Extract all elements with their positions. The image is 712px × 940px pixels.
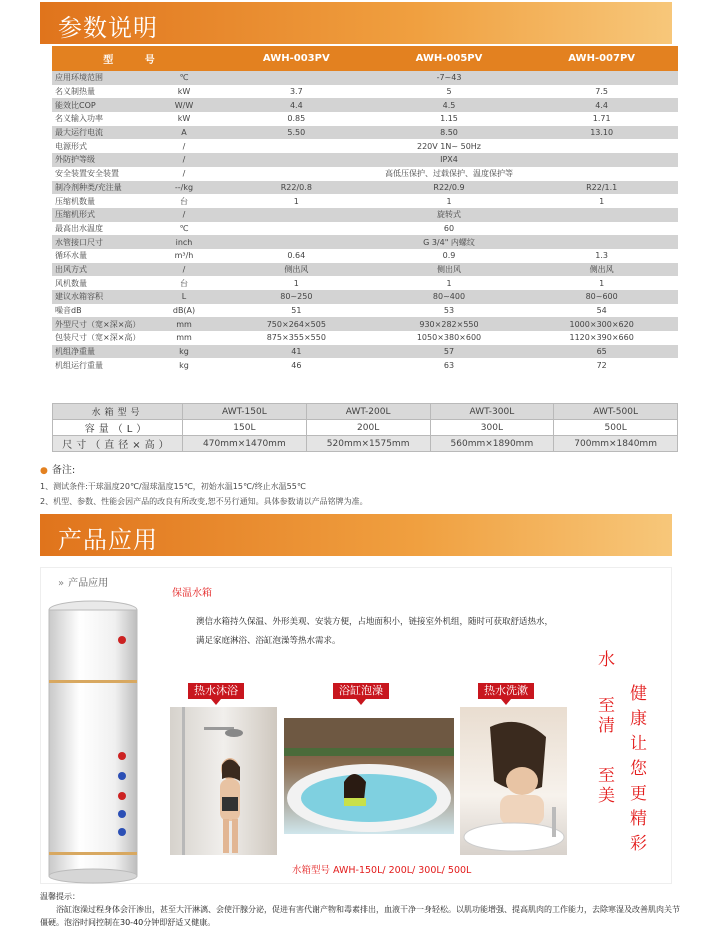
- spec-unit: kg: [148, 358, 220, 372]
- spec-header-col: AWH-005PV: [373, 46, 526, 71]
- spec-unit: inch: [148, 235, 220, 249]
- tank-value: AWT-200L: [306, 404, 430, 420]
- slogan-char: 至美: [598, 766, 615, 806]
- spec-label: 循环水量: [52, 249, 148, 263]
- spec-value: 80~400: [373, 290, 526, 304]
- spec-value: 46: [220, 358, 373, 372]
- spec-label: 建议水箱容积: [52, 290, 148, 304]
- spec-value: 1.71: [525, 112, 678, 126]
- shower-photo: [170, 707, 277, 855]
- spec-row: [52, 167, 678, 181]
- notes: [40, 463, 368, 509]
- spec-value: G 3/4" 内螺纹: [220, 235, 678, 249]
- tank-label: 容量（L）: [53, 420, 183, 436]
- tank-value: 500L: [554, 420, 678, 436]
- spec-unit: ℃: [148, 71, 220, 85]
- double-chevron-icon: »: [58, 578, 65, 589]
- desc-line: 满足家庭淋浴、浴缸泡澡等热水需求。: [196, 636, 341, 646]
- tank-label: 水箱型号: [53, 404, 183, 420]
- note-line: 1、测试条件:干球温度20℃/湿球温度15℃，初始水温15℃/终止水温55℃: [40, 482, 306, 491]
- spec-row: [52, 331, 678, 345]
- spec-label: 机组净重量: [52, 345, 148, 359]
- spec-unit: mm: [148, 331, 220, 345]
- spec-unit: /: [148, 208, 220, 222]
- spec-label: 水管接口尺寸: [52, 235, 148, 249]
- tank-value: AWT-150L: [183, 404, 307, 420]
- spec-row: [52, 276, 678, 290]
- spec-label: 电源形式: [52, 139, 148, 153]
- params-banner: [40, 2, 672, 44]
- tank-value: AWT-300L: [430, 404, 554, 420]
- spec-unit: kW: [148, 112, 220, 126]
- spec-row: [52, 85, 678, 99]
- spec-value: 41: [220, 345, 373, 359]
- spec-unit: A: [148, 126, 220, 140]
- tank-value: AWT-500L: [554, 404, 678, 420]
- tank-value: 700mm×1840mm: [554, 436, 678, 452]
- spec-value: 80~600: [525, 290, 678, 304]
- spec-header-row: [52, 46, 678, 71]
- spec-unit: kg: [148, 345, 220, 359]
- spec-row: [52, 263, 678, 277]
- tank-value: 150L: [183, 420, 307, 436]
- spec-value: 高低压保护、过载保护、温度保护等: [220, 167, 678, 181]
- spec-row: [52, 317, 678, 331]
- spec-value: 930×282×550: [373, 317, 526, 331]
- wash-photo: [460, 707, 567, 855]
- spec-row: [52, 181, 678, 195]
- desc-line: 澳信水箱持久保温、外形美观、安装方便，占地面积小，链接室外机组，随时可获取舒适热水，: [196, 617, 554, 627]
- spec-value: R22/0.8: [220, 181, 373, 195]
- spec-value: 5: [373, 85, 526, 99]
- spec-value: 7.5: [525, 85, 678, 99]
- slogan-char: 健: [630, 684, 647, 704]
- spec-label: 出风方式: [52, 263, 148, 277]
- tank-row: [53, 420, 678, 436]
- spec-label: 名义制热量: [52, 85, 148, 99]
- spec-row: [52, 126, 678, 140]
- spec-value: 220V 1N~ 50Hz: [220, 139, 678, 153]
- slogan-char: 您: [630, 759, 647, 779]
- spec-row: [52, 222, 678, 236]
- panel-title-text: 产品应用: [68, 578, 109, 589]
- spec-header-model: 型 号: [52, 46, 220, 71]
- spec-value: 72: [525, 358, 678, 372]
- water-tank-image: [44, 600, 142, 884]
- spec-value: 1050×380×600: [373, 331, 526, 345]
- spec-value: 4.5: [373, 98, 526, 112]
- slogan-char: 至清: [598, 696, 615, 736]
- spec-label: 最高出水温度: [52, 222, 148, 236]
- spec-value: 4.4: [525, 98, 678, 112]
- spec-row: [52, 249, 678, 263]
- tank-label: 尺寸（直径×高）: [53, 436, 183, 452]
- spec-label: 压缩机数量: [52, 194, 148, 208]
- tank-value: 200L: [306, 420, 430, 436]
- spec-value: 侧出风: [525, 263, 678, 277]
- spec-value: IPX4: [220, 153, 678, 167]
- spec-value: 0.85: [220, 112, 373, 126]
- slogan-char: 让: [630, 734, 647, 754]
- spec-value: 0.9: [373, 249, 526, 263]
- spec-row: [52, 98, 678, 112]
- tag-shower: 热水沐浴: [188, 683, 244, 699]
- spec-value: -7~43: [220, 71, 678, 85]
- spec-row: [52, 345, 678, 359]
- spec-unit: --/kg: [148, 181, 220, 195]
- tank-row: [53, 436, 678, 452]
- spec-row: [52, 358, 678, 372]
- tank-value: 300L: [430, 420, 554, 436]
- spec-value: 60: [220, 222, 678, 236]
- spec-header-col: AWH-003PV: [220, 46, 373, 71]
- spec-row: [52, 112, 678, 126]
- spec-label: 最大运行电流: [52, 126, 148, 140]
- spec-unit: m³/h: [148, 249, 220, 263]
- spec-unit: W/W: [148, 98, 220, 112]
- spec-value: 13.10: [525, 126, 678, 140]
- tank-value: 560mm×1890mm: [430, 436, 554, 452]
- tank-value: 470mm×1470mm: [183, 436, 307, 452]
- spec-value: 1.15: [373, 112, 526, 126]
- spec-row: [52, 153, 678, 167]
- product-description: [196, 613, 616, 651]
- spec-label: 制冷剂种类/充注量: [52, 181, 148, 195]
- spec-value: 侧出风: [373, 263, 526, 277]
- spec-unit: 台: [148, 194, 220, 208]
- spec-label: 名义输入功率: [52, 112, 148, 126]
- note-line: 2、机型、参数、性能会因产品的改良有所改变,恕不另行通知。具体参数请以产品铭牌为准。: [40, 497, 368, 506]
- spec-value: 1: [373, 194, 526, 208]
- slogan-char: 康: [630, 709, 647, 729]
- spec-label: 机组运行重量: [52, 358, 148, 372]
- warm-tip-title: 温馨提示：: [40, 892, 80, 901]
- spec-row: [52, 71, 678, 85]
- spec-unit: dB(A): [148, 304, 220, 318]
- spec-value: 0.64: [220, 249, 373, 263]
- tank-model-line: 水箱型号 AWH-150L/ 200L/ 300L/ 500L: [292, 865, 472, 876]
- apps-title: 产品应用: [58, 526, 158, 554]
- spec-value: 1: [525, 276, 678, 290]
- spec-unit: kW: [148, 85, 220, 99]
- spec-label: 压缩机形式: [52, 208, 148, 222]
- warm-tip: [40, 890, 680, 929]
- spec-label: 外型尺寸（宽×深×高）: [52, 317, 148, 331]
- spec-row: [52, 194, 678, 208]
- spec-label: 安全装置安全装置: [52, 167, 148, 181]
- slogan-char: 水: [598, 650, 615, 670]
- spec-value: 1: [373, 276, 526, 290]
- spec-value: 51: [220, 304, 373, 318]
- panel-title: [58, 574, 108, 589]
- slogan-char: 更: [630, 784, 647, 804]
- spec-value: 8.50: [373, 126, 526, 140]
- spec-value: R22/0.9: [373, 181, 526, 195]
- apps-banner: [40, 514, 672, 556]
- spec-unit: /: [148, 139, 220, 153]
- spec-label: 包装尺寸（宽×深×高）: [52, 331, 148, 345]
- spec-row: [52, 304, 678, 318]
- slogan-char: 彩: [630, 834, 647, 854]
- notes-title: 备注:: [51, 465, 76, 476]
- tag-wash: 热水洗漱: [478, 683, 534, 699]
- bullet-icon: ●: [40, 466, 48, 476]
- spec-label: 能效比COP: [52, 98, 148, 112]
- spec-value: 侧出风: [220, 263, 373, 277]
- spec-header-col: AWH-007PV: [525, 46, 678, 71]
- spec-unit: /: [148, 263, 220, 277]
- spec-label: 应用环境范围: [52, 71, 148, 85]
- spec-value: 5.50: [220, 126, 373, 140]
- spec-row: [52, 235, 678, 249]
- spec-unit: 台: [148, 276, 220, 290]
- tank-row: [53, 404, 678, 420]
- bath-photo: [284, 718, 454, 834]
- spec-row: [52, 208, 678, 222]
- spec-value: 65: [525, 345, 678, 359]
- spec-row: [52, 139, 678, 153]
- spec-table: [52, 46, 678, 372]
- spec-value: 1: [525, 194, 678, 208]
- spec-value: 1000×300×620: [525, 317, 678, 331]
- spec-label: 噪音dB: [52, 304, 148, 318]
- tank-table: [52, 403, 678, 452]
- spec-value: 54: [525, 304, 678, 318]
- params-title: 参数说明: [58, 14, 158, 42]
- spec-value: 875×355×550: [220, 331, 373, 345]
- spec-value: R22/1.1: [525, 181, 678, 195]
- spec-unit: L: [148, 290, 220, 304]
- spec-unit: /: [148, 167, 220, 181]
- spec-value: 旋转式: [220, 208, 678, 222]
- spec-unit: /: [148, 153, 220, 167]
- spec-value: 57: [373, 345, 526, 359]
- spec-value: 80~250: [220, 290, 373, 304]
- tag-bath: 浴缸泡澡: [333, 683, 389, 699]
- spec-value: 4.4: [220, 98, 373, 112]
- spec-value: 3.7: [220, 85, 373, 99]
- tank-name: 保温水箱: [172, 588, 212, 599]
- spec-value: 750×264×505: [220, 317, 373, 331]
- tank-value: 520mm×1575mm: [306, 436, 430, 452]
- spec-unit: ℃: [148, 222, 220, 236]
- spec-label: 外防护等级: [52, 153, 148, 167]
- spec-value: 63: [373, 358, 526, 372]
- spec-value: 1: [220, 276, 373, 290]
- spec-value: 1.3: [525, 249, 678, 263]
- slogan-right: [630, 682, 650, 857]
- spec-row: [52, 290, 678, 304]
- spec-unit: mm: [148, 317, 220, 331]
- spec-label: 风机数量: [52, 276, 148, 290]
- spec-value: 1: [220, 194, 373, 208]
- spec-value: 53: [373, 304, 526, 318]
- warm-tip-text: 浴缸泡澡过程身体会汗渗出，甚至大汗淋漓、会使汗腺分泌，促进有害代谢产物和毒素排出，血液干净一身轻松。以肌功能增强、提高肌肉的工作能力，去除寒湿及改善肌肉关节僵硬。泡浴时间控制在30-40分钟即舒适又健康。: [40, 905, 680, 927]
- spec-value: 1120×390×660: [525, 331, 678, 345]
- slogan-char: 精: [630, 809, 647, 829]
